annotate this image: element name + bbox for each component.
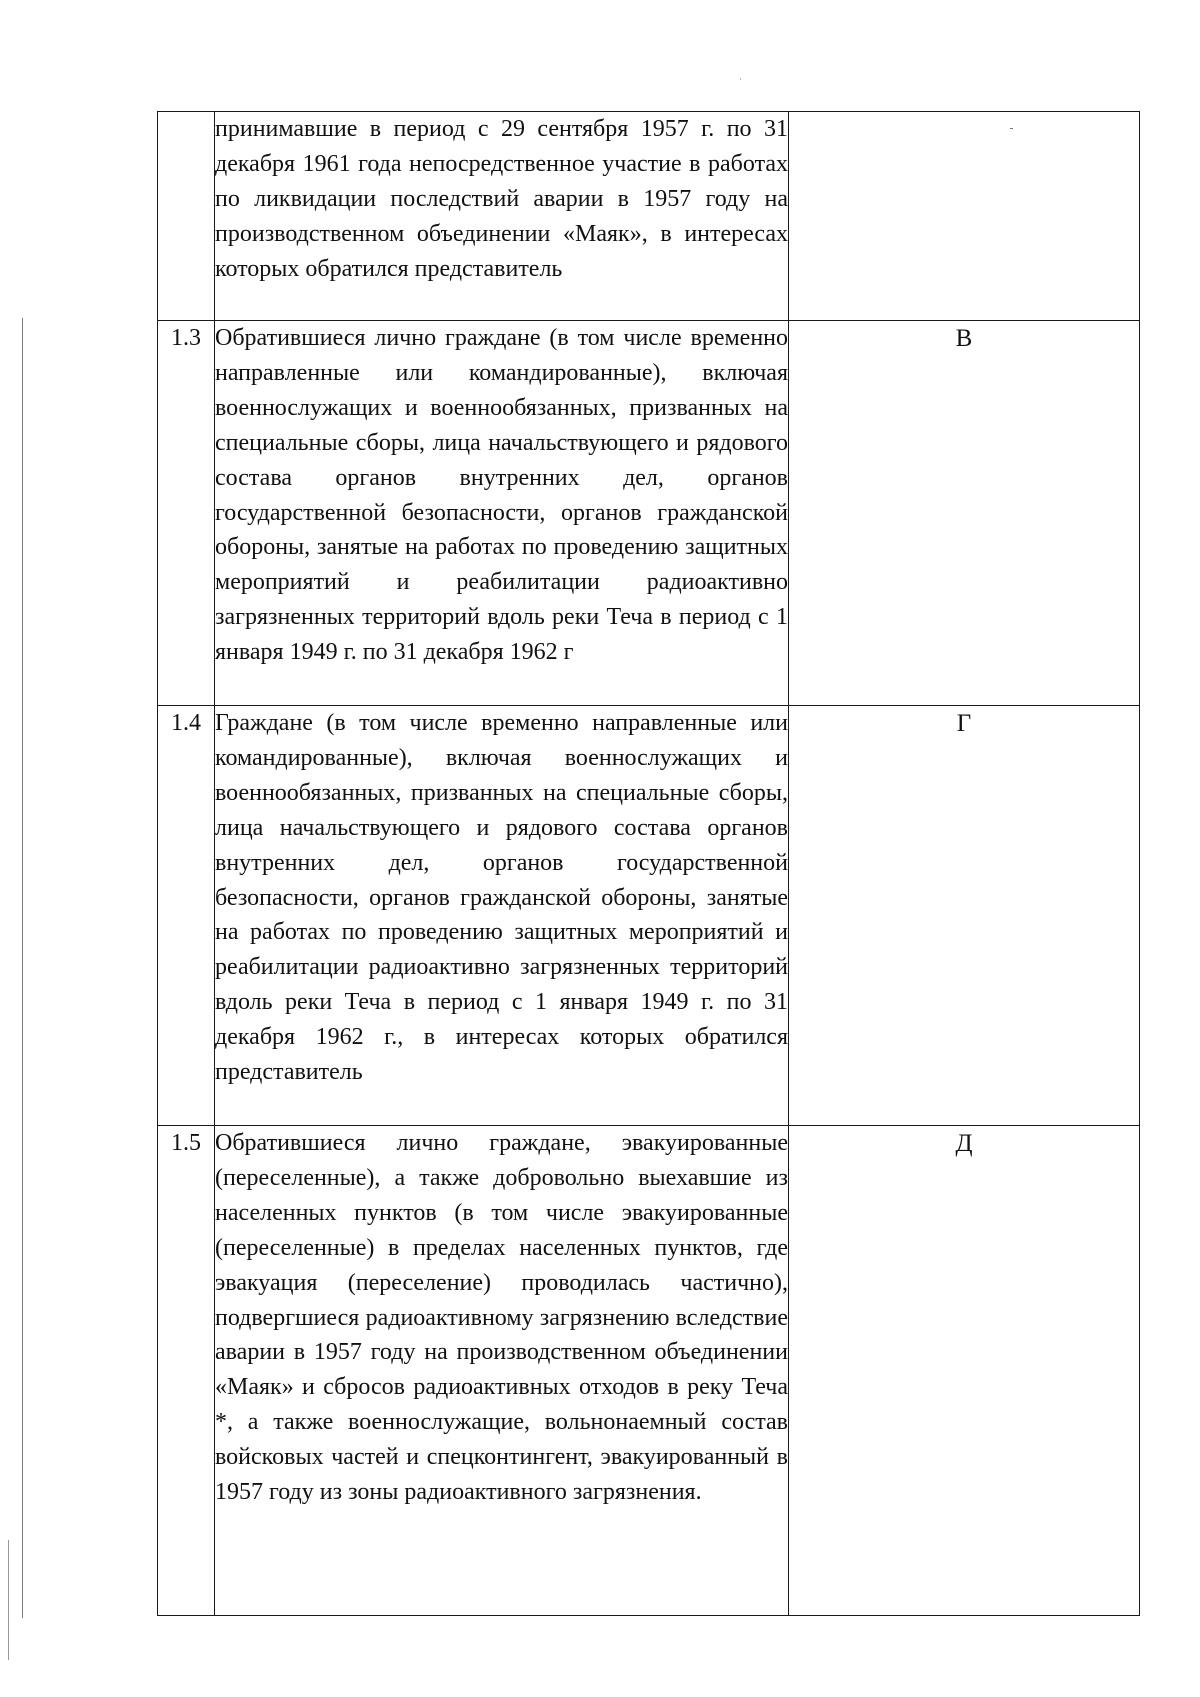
row-number: 1.4 — [158, 706, 215, 1126]
row-value — [789, 112, 1140, 321]
table-row — [158, 706, 1140, 1126]
row-value: В — [789, 321, 1140, 706]
row-number: 1.5 — [158, 1126, 215, 1616]
table-row — [158, 1126, 1140, 1616]
row-description: Граждане (в том числе временно направленные или командированные), включая военнослужащих и военнообязанных, призванных на специальные сборы, лица начальствующего и рядового состава органов внутренних дел, органов государственной безопасности, органов гражданской обороны, занятые на работах по проведению защитных мероприятий и реабилитации радиоактивно загрязненных территорий вдоль реки Теча в период с 1 января 1949 г. по 31 декабря 1962 г., в интересах которых обратился представитель — [215, 710, 788, 1086]
table-row — [158, 321, 1140, 706]
row-description: Обратившиеся лично граждане (в том числе временно направленные или командированные), включая военнослужащих и военнообязанных, призванных на специальные сборы, лица начальствующего и рядового состава органов внутренних дел, органов государственной безопасности, органов гражданской обороны, занятые на работах по проведению защитных мероприятий и реабилитации радиоактивно загрязненных территорий вдоль реки Теча в период с 1 января 1949 г. по 31 декабря 1962 г — [215, 325, 788, 666]
row-description: принимавшие в период с 29 сентября 1957 г. по 31 декабря 1961 года непосредственное участие в работах по ликвидации последствий аварии в 1957 году на производственном объединении «Маяк», в интересах которых обратился представитель — [215, 116, 788, 282]
row-description: Обратившиеся лично граждане, эвакуированные (переселенные), а также добровольно выехавшие из населенных пунктов (в том числе эвакуированные (переселенные) в пределах населенных пунктов, где эвакуация (переселение) проводилась частично), подвергшиеся радиоактивному загрязнению вследствие аварии в 1957 году на производственном объединении «Маяк» и сбросов радиоактивных отходов в реку Теча *, а также военнослужащие, вольнонаемный состав войсковых частей и спецконтингент, эвакуированный в 1957 году из зоны радиоактивного загрязнения. — [215, 1130, 788, 1506]
scan-edge-line-lower — [8, 1540, 9, 1660]
row-description-cell — [215, 321, 789, 706]
row-number: 1.3 — [158, 321, 215, 706]
scan-speck — [740, 78, 741, 80]
row-value: Д — [789, 1126, 1140, 1616]
row-description-cell — [215, 706, 789, 1126]
scan-edge-line — [22, 318, 23, 1618]
row-description-cell — [215, 112, 789, 321]
row-description-cell — [215, 1126, 789, 1616]
table-row — [158, 112, 1140, 321]
row-value: Г — [789, 706, 1140, 1126]
row-number — [158, 112, 215, 321]
categories-table — [157, 111, 1140, 1616]
